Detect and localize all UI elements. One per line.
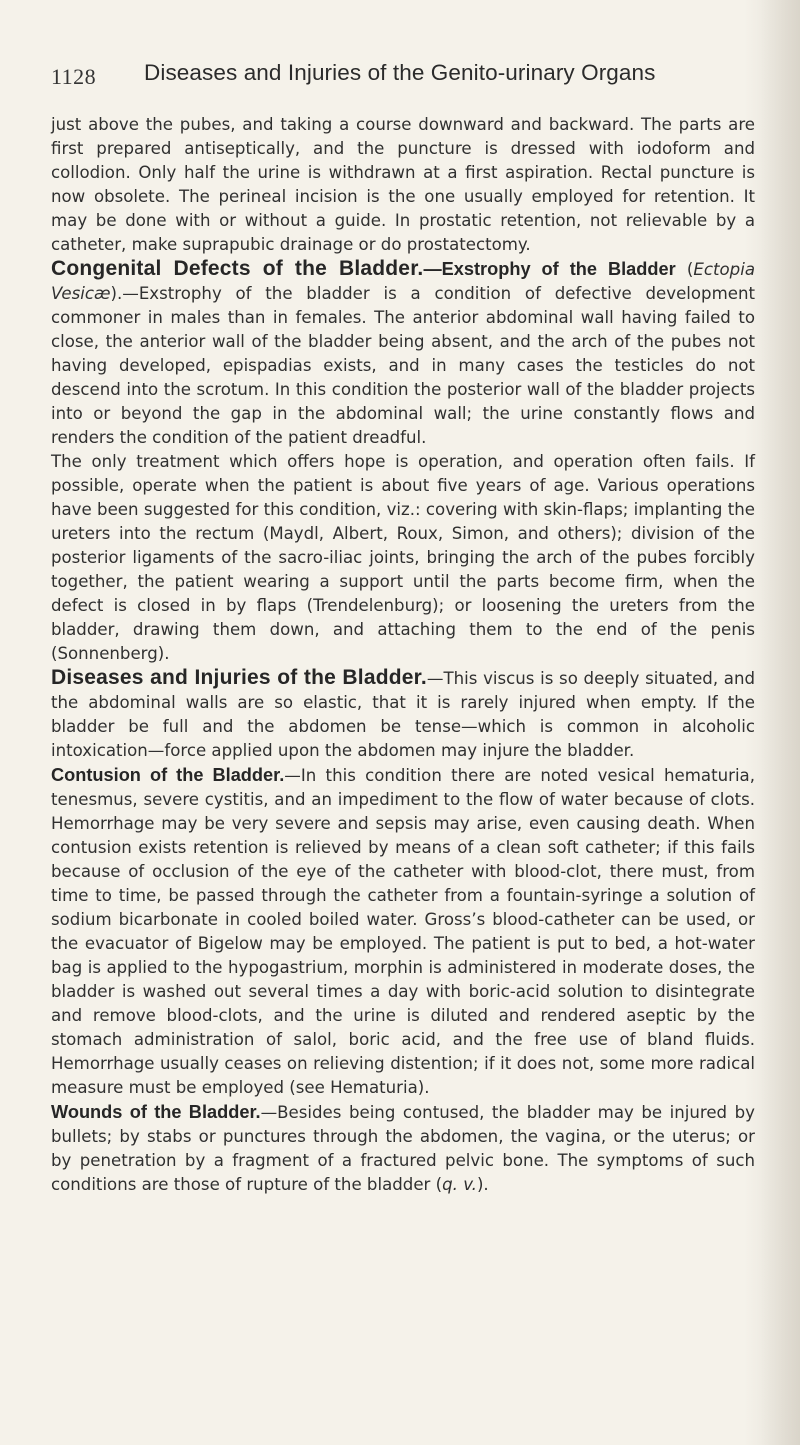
subheading-exstrophy: —Exstrophy of the Bladder [423, 259, 676, 279]
section-heading-diseases-injuries: Diseases and Injuries of the Bladder. [51, 666, 427, 689]
running-head [51, 60, 751, 94]
paragraph-contusion [51, 763, 755, 1100]
paragraph-treatment [51, 450, 755, 666]
paragraph-text: ).—Exstrophy of the bladder is a condition of defective development commoner in males than in females. The anterior abdominal wall having failed to close, the anterior wall of the bladder being absent, and the arch of the pubes not having developed, epispadias exists, and in many cases the testicles do not descend into the scrotum. In this condition the posterior wall of the bladder projects into or beyond the gap in the abdominal wall; the urine constantly flows and renders the condition of the patient dreadful. [51, 284, 755, 447]
italic-term: Ectopia Vesicæ [51, 260, 755, 303]
paragraph-text: The only treatment which offers hope is operation, and operation often fails. If possible, operate when the patient is about five years of age. Various operations have been suggested for this condition, viz.: covering with skin-flaps; implanting the ureters into the rectum (Maydl, Albert, Roux, Simon, and others); division of the posterior ligaments of the sacro-iliac joints, bringing the arch of the pubes forcibly together, the patient wearing a support until the parts become firm, when the defect is closed in by flaps (Trendelenburg); or loosening the ureters from the bladder, drawing them down, and attaching them to the end of the penis (Sonnenberg). [51, 452, 755, 663]
section-heading-contusion: Contusion of the Bladder. [51, 765, 285, 785]
paragraph-text: —Besides being contused, the bladder may be injured by bullets; by stabs or punctures through the abdomen, the vagina, or the uterus; or by penetration by a fragment of a fractured pelvic bone. The symptoms of such conditions are those of rupture of the bladder ( [51, 1103, 755, 1194]
paragraph-congenital-defects [51, 257, 755, 450]
italic-reference: q. v. [442, 1175, 477, 1194]
page-edge-shadow [760, 0, 800, 1445]
body-text [51, 113, 755, 1197]
running-title: Diseases and Injuries of the Genito-urinary Organs [144, 60, 656, 85]
paragraph-text: ( [686, 260, 694, 279]
paragraph-text: —This viscus is so deeply situated, and the abdominal walls are so elastic, that it is rarely injured when empty. If the bladder be full and the abdomen be tense—which is common in alcoholic intoxication—force applied upon the abdomen may injure the bladder. [51, 669, 755, 760]
section-heading-wounds: Wounds of the Bladder. [51, 1102, 261, 1122]
paragraph-text: ). [476, 1175, 489, 1194]
paragraph-text: —In this condition there are noted vesical hematuria, tenesmus, severe cystitis, and an impediment to the flow of water because of clots. Hemorrhage may be very severe and sepsis may arise, even causing death. When contusion exists retention is relieved by means of a clean soft catheter; if this fails because of occlusion of the eye of the catheter with blood-clot, there must, from time to time, be passed through the catheter from a fountain-syringe a solution of sodium bicarbonate in cooled boiled water. Gross’s blood-catheter can be used, or the evacuator of Bigelow may be employed. The patient is put to bed, a hot-water bag is applied to the hypogastrium, morphin is administered in moderate doses, the bladder is washed out several times a day with boric-acid solution to disintegrate and remove blood-clots, and the urine is diluted and rendered aseptic by the stomach administration of salol, boric acid, and the free use of bland fluids. Hemorrhage usually ceases on relieving distention; if it does not, some more radical measure must be employed (see Hematuria). [51, 766, 755, 1097]
paragraph-text: just above the pubes, and taking a course downward and backward. The parts are first prepared antiseptically, and the puncture is dressed with iodoform and collodion. Only half the urine is withdrawn at a first aspiration. Rectal puncture is now obsolete. The perineal incision is the one usually employed for retention. It may be done with or without a guide. In prostatic retention, not relievable by a catheter, make suprapubic drainage or do prostatectomy. [51, 115, 755, 254]
page-number: 1128 [51, 64, 97, 89]
paragraph-diseases-injuries [51, 666, 755, 763]
paragraph-wounds [51, 1100, 755, 1197]
section-heading-congenital-defects: Congenital Defects of the Bladder. [51, 257, 424, 280]
paragraph-retention [51, 113, 755, 257]
